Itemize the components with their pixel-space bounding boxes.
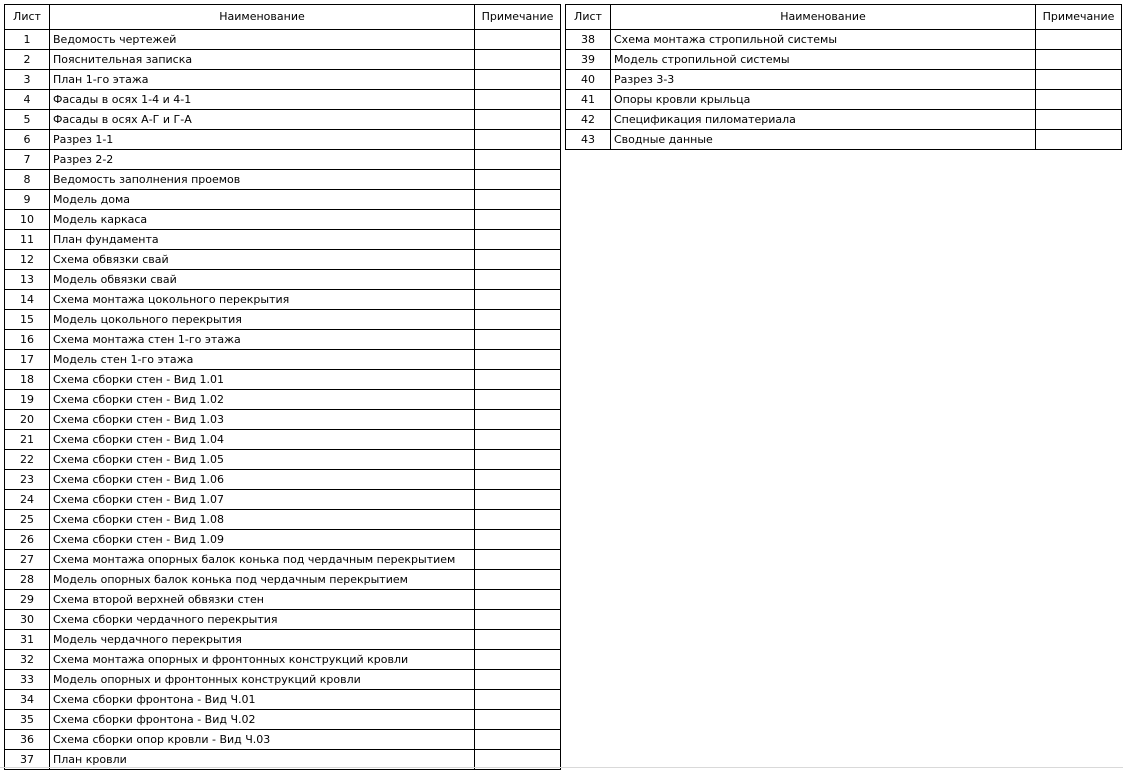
sheet-name-cell: Фасады в осях А-Г и Г-А (50, 110, 475, 130)
sheet-number-cell: 26 (5, 530, 50, 550)
table-row (5, 590, 561, 610)
sheet-name-cell: Модель обвязки свай (50, 270, 475, 290)
sheet-number-cell: 19 (5, 390, 50, 410)
sheet-number-cell: 41 (566, 90, 611, 110)
sheet-note-cell (475, 490, 561, 510)
table-row (5, 350, 561, 370)
sheet-name-cell: Ведомость заполнения проемов (50, 170, 475, 190)
header-sheet: Лист (566, 5, 611, 30)
sheet-note-cell (1036, 70, 1122, 90)
table-row (5, 410, 561, 430)
table-row (5, 650, 561, 670)
sheet-number-cell: 4 (5, 90, 50, 110)
page-bottom-divider (0, 767, 1123, 768)
table-row (5, 610, 561, 630)
sheet-note-cell (475, 30, 561, 50)
sheet-note-cell (475, 270, 561, 290)
sheet-name-cell: Модель дома (50, 190, 475, 210)
sheet-name-cell: Схема монтажа цокольного перекрытия (50, 290, 475, 310)
sheet-number-cell: 10 (5, 210, 50, 230)
table-row (5, 170, 561, 190)
sheet-number-cell: 22 (5, 450, 50, 470)
sheet-number-cell: 21 (5, 430, 50, 450)
table-row (566, 130, 1122, 150)
sheet-name-cell: Спецификация пиломатериала (611, 110, 1036, 130)
table-row (5, 370, 561, 390)
sheet-number-cell: 30 (5, 610, 50, 630)
sheet-name-cell: Схема монтажа стропильной системы (611, 30, 1036, 50)
table-row (5, 550, 561, 570)
table-row (5, 470, 561, 490)
table-row (5, 330, 561, 350)
table-row (566, 70, 1122, 90)
sheet-number-cell: 18 (5, 370, 50, 390)
sheet-note-cell (475, 650, 561, 670)
sheet-note-cell (475, 310, 561, 330)
sheet-note-cell (475, 390, 561, 410)
table-row (5, 570, 561, 590)
sheet-note-cell (475, 530, 561, 550)
sheet-note-cell (475, 150, 561, 170)
sheet-number-cell: 11 (5, 230, 50, 250)
sheet-number-cell: 37 (5, 750, 50, 770)
sheet-name-cell: Схема сборки чердачного перекрытия (50, 610, 475, 630)
sheet-name-cell: Схема сборки стен - Вид 1.08 (50, 510, 475, 530)
table-row (5, 510, 561, 530)
sheet-number-cell: 13 (5, 270, 50, 290)
sheet-number-cell: 2 (5, 50, 50, 70)
header-name: Наименование (50, 5, 475, 30)
sheet-number-cell: 5 (5, 110, 50, 130)
table-row (5, 270, 561, 290)
sheet-number-cell: 31 (5, 630, 50, 650)
sheet-note-cell (475, 670, 561, 690)
sheet-note-cell (475, 590, 561, 610)
sheet-number-cell: 34 (5, 690, 50, 710)
table-row (5, 290, 561, 310)
header-row (5, 5, 561, 30)
sheet-note-cell (1036, 50, 1122, 70)
sheet-name-cell: Модель стен 1-го этажа (50, 350, 475, 370)
sheet-note-cell (475, 510, 561, 530)
sheet-number-cell: 39 (566, 50, 611, 70)
sheet-note-cell (475, 430, 561, 450)
sheet-name-cell: Фасады в осях 1-4 и 4-1 (50, 90, 475, 110)
sheet-name-cell: Схема сборки стен - Вид 1.07 (50, 490, 475, 510)
table-row (5, 490, 561, 510)
sheet-note-cell (1036, 30, 1122, 50)
table-row (5, 110, 561, 130)
sheet-note-cell (475, 90, 561, 110)
table-row (566, 50, 1122, 70)
sheet-number-cell: 16 (5, 330, 50, 350)
sheet-name-cell: Модель опорных балок конька под чердачным перекрытием (50, 570, 475, 590)
sheet-number-cell: 28 (5, 570, 50, 590)
sheet-name-cell: Схема сборки стен - Вид 1.09 (50, 530, 475, 550)
sheet-name-cell: Сводные данные (611, 130, 1036, 150)
sheet-number-cell: 38 (566, 30, 611, 50)
sheet-name-cell: Разрез 1-1 (50, 130, 475, 150)
sheet-number-cell: 17 (5, 350, 50, 370)
sheet-note-cell (475, 210, 561, 230)
sheet-name-cell: Схема монтажа опорных и фронтонных конструкций кровли (50, 650, 475, 670)
sheet-note-cell (475, 290, 561, 310)
table-row (5, 250, 561, 270)
sheet-number-cell: 23 (5, 470, 50, 490)
sheet-name-cell: Схема сборки стен - Вид 1.03 (50, 410, 475, 430)
sheet-note-cell (475, 630, 561, 650)
header-note: Примечание (1036, 5, 1122, 30)
sheet-number-cell: 27 (5, 550, 50, 570)
sheet-number-cell: 6 (5, 130, 50, 150)
sheet-number-cell: 1 (5, 30, 50, 50)
table-row (5, 670, 561, 690)
sheet-note-cell (475, 50, 561, 70)
sheet-name-cell: План кровли (50, 750, 475, 770)
drawing-list-table-left (4, 4, 561, 770)
sheet-name-cell: Опоры кровли крыльца (611, 90, 1036, 110)
sheet-number-cell: 29 (5, 590, 50, 610)
sheet-name-cell: Схема сборки стен - Вид 1.02 (50, 390, 475, 410)
sheet-note-cell (475, 190, 561, 210)
sheet-note-cell (1036, 130, 1122, 150)
header-sheet: Лист (5, 5, 50, 30)
sheet-name-cell: Схема сборки стен - Вид 1.05 (50, 450, 475, 470)
table-row (566, 110, 1122, 130)
sheet-note-cell (475, 690, 561, 710)
sheet-number-cell: 40 (566, 70, 611, 90)
table-row (5, 450, 561, 470)
sheet-name-cell: Схема сборки стен - Вид 1.01 (50, 370, 475, 390)
sheet-number-cell: 7 (5, 150, 50, 170)
sheet-number-cell: 3 (5, 70, 50, 90)
sheet-name-cell: Модель цокольного перекрытия (50, 310, 475, 330)
sheet-note-cell (475, 230, 561, 250)
table-row (5, 390, 561, 410)
sheet-name-cell: Пояснительная записка (50, 50, 475, 70)
sheet-name-cell: Схема сборки стен - Вид 1.04 (50, 430, 475, 450)
sheet-name-cell: Модель чердачного перекрытия (50, 630, 475, 650)
sheet-number-cell: 43 (566, 130, 611, 150)
sheet-number-cell: 14 (5, 290, 50, 310)
sheet-number-cell: 20 (5, 410, 50, 430)
sheet-note-cell (1036, 110, 1122, 130)
sheet-number-cell: 8 (5, 170, 50, 190)
sheet-name-cell: Схема сборки стен - Вид 1.06 (50, 470, 475, 490)
sheet-note-cell (475, 350, 561, 370)
table-row (5, 690, 561, 710)
sheet-note-cell (475, 410, 561, 430)
table-row (5, 90, 561, 110)
sheet-name-cell: Ведомость чертежей (50, 30, 475, 50)
table-row (5, 710, 561, 730)
sheet-note-cell (475, 450, 561, 470)
sheet-number-cell: 25 (5, 510, 50, 530)
sheet-number-cell: 36 (5, 730, 50, 750)
header-note: Примечание (475, 5, 561, 30)
table-row (5, 70, 561, 90)
sheet-name-cell: Модель опорных и фронтонных конструкций кровли (50, 670, 475, 690)
table-row (5, 30, 561, 50)
sheet-name-cell: Модель стропильной системы (611, 50, 1036, 70)
table-row (566, 90, 1122, 110)
sheet-name-cell: Схема монтажа опорных балок конька под чердачным перекрытием (50, 550, 475, 570)
table-row (5, 430, 561, 450)
sheet-note-cell (475, 710, 561, 730)
table-row (5, 230, 561, 250)
table-row (5, 530, 561, 550)
table-row (5, 50, 561, 70)
sheet-number-cell: 33 (5, 670, 50, 690)
sheet-note-cell (475, 550, 561, 570)
sheet-note-cell (475, 70, 561, 90)
table-row (5, 190, 561, 210)
sheet-note-cell (475, 130, 561, 150)
sheet-number-cell: 35 (5, 710, 50, 730)
sheet-name-cell: Схема сборки опор кровли - Вид Ч.03 (50, 730, 475, 750)
sheet-note-cell (475, 570, 561, 590)
table-row (566, 30, 1122, 50)
sheet-note-cell (1036, 90, 1122, 110)
sheet-number-cell: 24 (5, 490, 50, 510)
table-body-left (5, 30, 561, 770)
sheet-note-cell (475, 250, 561, 270)
table-row (5, 630, 561, 650)
sheet-note-cell (475, 170, 561, 190)
table-row (5, 730, 561, 750)
sheet-name-cell: Модель каркаса (50, 210, 475, 230)
sheet-number-cell: 32 (5, 650, 50, 670)
sheet-name-cell: Схема монтажа стен 1-го этажа (50, 330, 475, 350)
sheet-note-cell (475, 110, 561, 130)
sheet-number-cell: 42 (566, 110, 611, 130)
sheet-name-cell: Разрез 2-2 (50, 150, 475, 170)
sheet-note-cell (475, 470, 561, 490)
drawing-list-table-right (565, 4, 1122, 150)
sheet-note-cell (475, 370, 561, 390)
sheet-name-cell: Разрез 3-3 (611, 70, 1036, 90)
table-body-right (566, 30, 1122, 150)
sheet-name-cell: Схема обвязки свай (50, 250, 475, 270)
sheet-name-cell: Схема сборки фронтона - Вид Ч.02 (50, 710, 475, 730)
sheet-name-cell: План 1-го этажа (50, 70, 475, 90)
sheet-name-cell: Схема второй верхней обвязки стен (50, 590, 475, 610)
table-row (5, 130, 561, 150)
sheet-note-cell (475, 610, 561, 630)
sheet-number-cell: 15 (5, 310, 50, 330)
table-row (5, 210, 561, 230)
sheet-note-cell (475, 730, 561, 750)
table-row (5, 310, 561, 330)
sheet-name-cell: Схема сборки фронтона - Вид Ч.01 (50, 690, 475, 710)
header-name: Наименование (611, 5, 1036, 30)
table-row (5, 150, 561, 170)
sheet-name-cell: План фундамента (50, 230, 475, 250)
header-row (566, 5, 1122, 30)
sheet-number-cell: 12 (5, 250, 50, 270)
sheet-number-cell: 9 (5, 190, 50, 210)
sheet-note-cell (475, 330, 561, 350)
